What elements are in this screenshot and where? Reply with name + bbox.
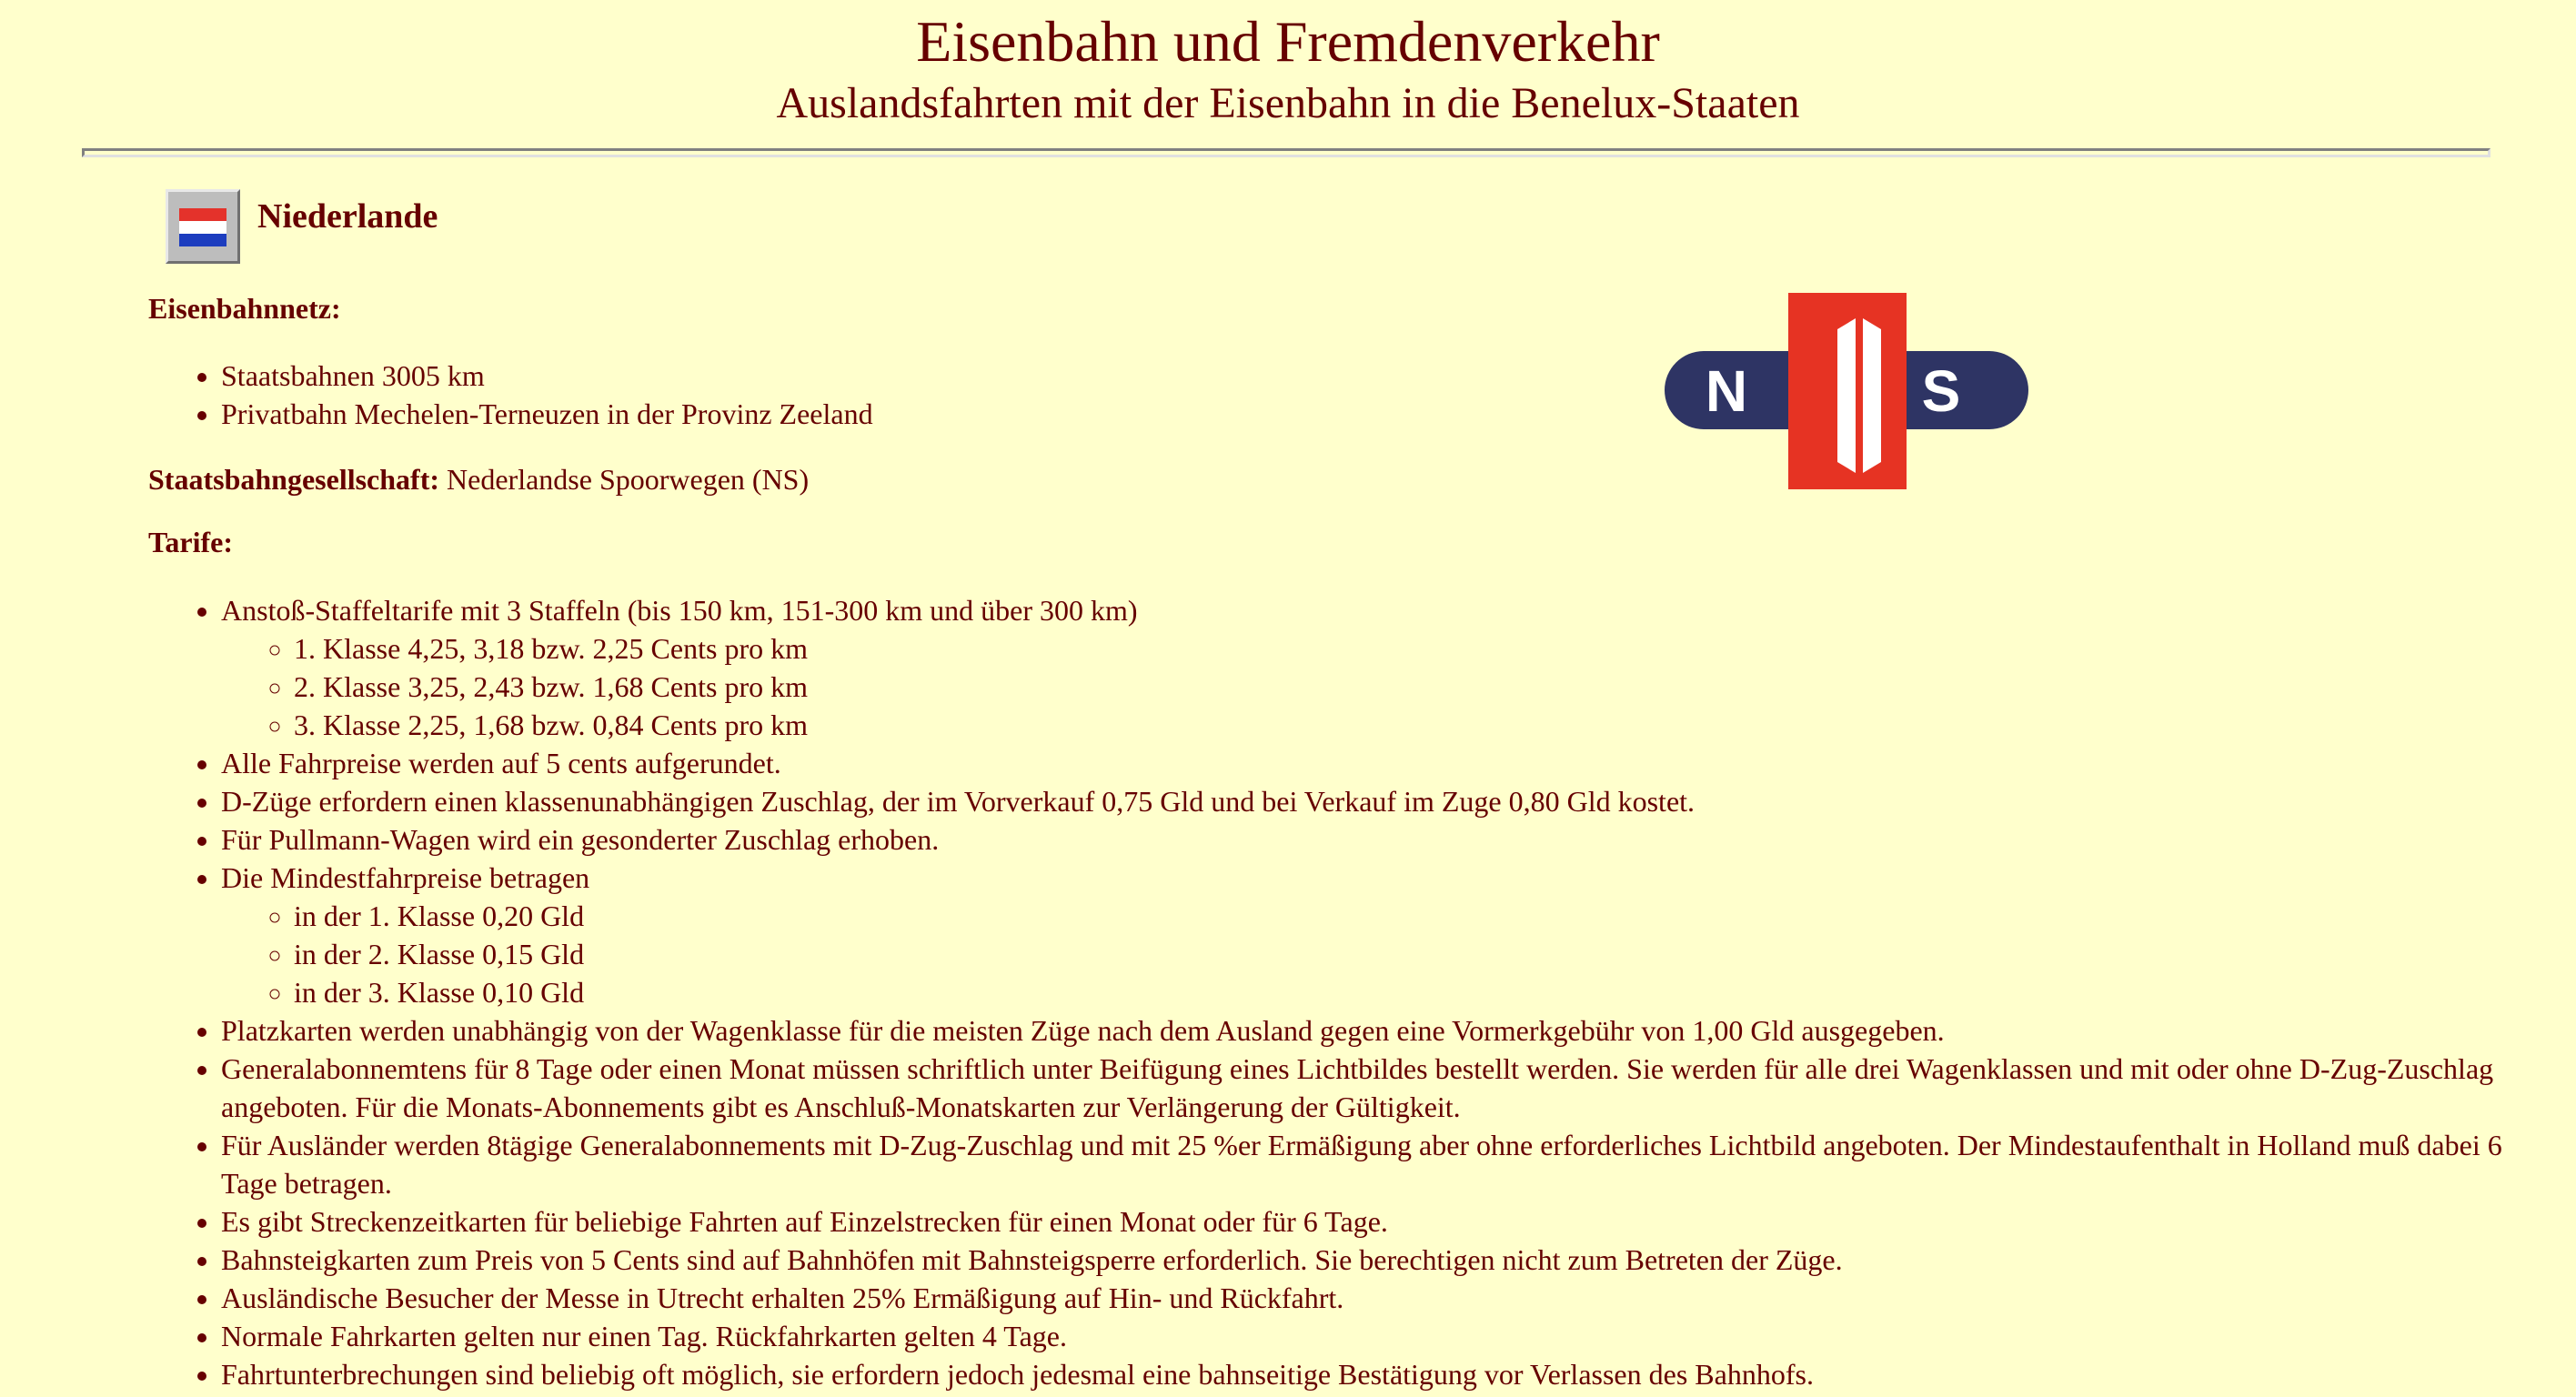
list-item: • Für Ausländer werden 8tägige Generalabonnements mit D-Zug-Zuschlag und mit 25 %er Ermäßigung aber ohne erforderliches Lichtbild angeboten. Der Mindestaufenthalt in Holland muß dabei 6 Tage betragen. <box>221 1126 2522 1202</box>
staatsbahngesellschaft-label: Staatsbahngesellschaft: <box>148 463 440 496</box>
flag-stripe-blue <box>179 234 226 246</box>
flag-stripe-white <box>179 221 226 234</box>
list-item: • Für Pullmann-Wagen wird ein gesonderter Zuschlag erhoben. <box>221 820 2522 859</box>
flag <box>179 208 226 246</box>
ns-logo-line-left <box>1837 318 1856 473</box>
horizontal-rule <box>82 148 2490 157</box>
list-item: • Alle Fahrpreise werden auf 5 cents aufgerundet. <box>221 744 2522 782</box>
tarife-list <box>148 591 2522 1393</box>
list-item: • Es gibt Streckenzeitkarten für beliebige Fahrten auf Einzelstrecken für einen Monat oder für 6 Tage. <box>221 1202 2522 1241</box>
page-title: Eisenbahn und Fremdenverkehr <box>916 9 1660 74</box>
list-item: • Bahnsteigkarten zum Preis von 5 Cents sind auf Bahnhöfen mit Bahnsteigsperre erforderlich. Sie berechtigen nicht zum Betreten der Züge. <box>221 1241 2522 1279</box>
staatsbahngesellschaft-value: Nederlandse Spoorwegen (NS) <box>439 463 810 496</box>
country-heading: Niederlande <box>257 197 438 236</box>
list-item: • Fahrtunterbrechungen sind beliebig oft möglich, sie erfordern jedoch jedesmal eine bahnseitige Bestätigung vor Verlassen des Bahnhofs. <box>221 1355 2522 1393</box>
sub-list-item: ◦ 2. Klasse 3,25, 2,43 bzw. 1,68 Cents pro km <box>294 668 2522 706</box>
list-item: • Ausländische Besucher der Messe in Utrecht erhalten 25% Ermäßigung auf Hin- und Rückfahrt. <box>221 1279 2522 1317</box>
list-item <box>221 859 2522 1011</box>
list-item: • Normale Fahrkarten gelten nur einen Tag. Rückfahrkarten gelten 4 Tage. <box>221 1317 2522 1355</box>
ns-logo-letter-s: S <box>1921 358 1961 424</box>
sub-list-item: ◦ in der 1. Klasse 0,20 Gld <box>294 897 2522 935</box>
list-item: • Generalabonnemtens für 8 Tage oder einen Monat müssen schriftlich unter Beifügung eines Lichtbildes bestellt werden. Sie werden für alle drei Wagenklassen und mit oder ohne D-Zug-Zuschlag angeboten. Für die Monats-Abonnements gibt es Anschluß-Monatskarten zur Verlängerung der Gültigkeit. <box>221 1050 2522 1126</box>
sub-list <box>221 629 2522 744</box>
ns-logo-line-right <box>1863 318 1881 473</box>
list-item: • Platzkarten werden unabhängig von der Wagenklasse für die meisten Züge nach dem Ausland gegen eine Vormerkgebühr von 1,00 Gld ausgegeben. <box>221 1011 2522 1050</box>
list-item <box>221 591 2522 744</box>
sub-list <box>221 897 2522 1011</box>
sub-list-item: ◦ 3. Klasse 2,25, 1,68 bzw. 0,84 Cents pro km <box>294 706 2522 744</box>
staatsbahngesellschaft-line <box>148 460 809 498</box>
flag-stripe-red <box>179 208 226 221</box>
ns-logo <box>1661 291 2030 491</box>
list-item-text: Die Mindestfahrpreise betragen <box>221 861 590 894</box>
ns-logo-letter-n: N <box>1705 358 1748 424</box>
list-item: • Staatsbahnen 3005 km <box>221 357 2522 395</box>
sub-list-item: ◦ 1. Klasse 4,25, 3,18 bzw. 2,25 Cents pro km <box>294 629 2522 668</box>
sub-list-item: ◦ in der 2. Klasse 0,15 Gld <box>294 935 2522 973</box>
list-item: • Privatbahn Mechelen-Terneuzen in der Provinz Zeeland <box>221 395 2522 433</box>
page-subtitle: Auslandsfahrten mit der Eisenbahn in die Benelux-Staaten <box>776 79 1800 127</box>
eisenbahnnetz-list <box>148 357 2522 433</box>
eisenbahnnetz-heading: Eisenbahnnetz: <box>148 292 341 325</box>
tarife-heading: Tarife: <box>148 526 234 558</box>
list-item-text: Anstoß-Staffeltarife mit 3 Staffeln (bis 150 km, 151-300 km und über 300 km) <box>221 594 1138 627</box>
list-item: • D-Züge erfordern einen klassenunabhängigen Zuschlag, der im Vorverkauf 0,75 Gld und bei Verkauf im Zuge 0,80 Gld kostet. <box>221 782 2522 820</box>
sub-list-item: ◦ in der 3. Klasse 0,10 Gld <box>294 973 2522 1011</box>
netherlands-flag-icon <box>166 189 240 264</box>
